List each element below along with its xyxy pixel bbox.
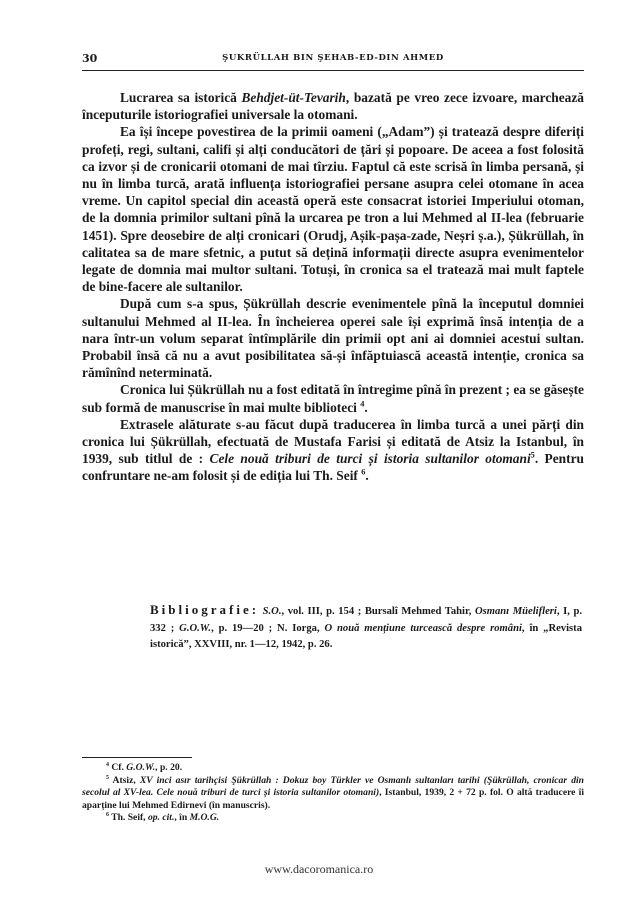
page-number: 30 (82, 52, 98, 65)
footnote-ref-5[interactable]: 5 (530, 450, 535, 460)
running-head: ŞUKRÜLLAH BIN ŞEHAB-ED-DIN AHMED (222, 53, 444, 63)
header-rule (82, 70, 584, 71)
footnote-6: $^6$ Th. Seif, op. cit., în M.O.G. (106, 812, 220, 824)
bibliography: Bibliografie: S.O., vol. III, p. 154 ; Bursalî Mehmed Tahir, Osmanı Müelifleri, I, p. 332 ; G.O.W., p. 19—20 ; N. Iorga, O nouă mențiune turcească despre români, în „Revista istorică”, XXVIII, nr. 1—12, 1942, p. 26. (150, 602, 582, 650)
edition-title: Cele nouă triburi de turci și istoria sultanilor otomani (209, 451, 531, 467)
footnote-ref-6[interactable]: 6 (361, 468, 366, 477)
footnote-5: $^5$ Atsiz, XV inci asır tarihçisi Şükrüllah : Dokuz boy Türkler ve Osmanlı sultanları tarihi (Şükrüllah, cronicar din secolul al XV-lea. Cele nouă triburi de turci și istoria sultanilor otomani), Istanbul, 1939, 2 + 72 p. fol. O altă traducere îi aparține lui Mehmed Edirnevi (în manuscris). (82, 774, 584, 811)
footnote-4: $^4$ Cf. G.O.W., p. 20. (106, 761, 183, 773)
paragraph-4: Cronica lui Șükrüllah nu a fost editată în întregime pînă în prezent ; ea se găsește sub formă de manuscrise în mai multe biblioteci $^4$. (82, 382, 584, 415)
footnote-ref-4[interactable]: 4 (360, 399, 365, 409)
paragraph-5: Extrasele alăturate s-au făcut după traducerea în limba turcă a unei părți din cronica lui Șükrüllah, efectuată de Mustafa Farisi și editată de Atsiz la Istanbul, în 1939, sub titlul de : Cele nouă triburi de turci și istoria sultanilor otomani$^5$. Pentru confruntare ne-am folosit și de ediția lui Th. Seif $^6$. (82, 416, 584, 484)
main-text (82, 89, 584, 485)
paragraph-2: Ea își începe povestirea de la primii oameni („Adam”) și tratează despre diferiți profeți, regi, sultani, califi și alți conducători de țări și popoare. De aceea a fost folosită ca izvor și de cronicarii otomani de mai tîrziu. Faptul că este scrisă în limba persană, și nu în limba turcă, arată influența istoriografiei persane asupra celei otomane în acea vreme. Un capitol special din această operă este consacrat istoriei Imperiului otoman, de la domnia primilor sultani pînă la urcarea pe tron a lui Mehmed al II-lea (februarie 1451). Spre deosebire de alți cronicari (Orudj, Așik-pașa-zade, Neșri ș.a.), Șükrüllah, în calitatea sa de mare sfetnic, a putut să dețină informații directe asupra evenimentelor legate de domnia mai multor sultani. Totuși, în cronica sa el tratează mai mult faptele de bine-facere ale sultanilor. (82, 124, 584, 295)
paragraph-3: După cum s-a spus, Șükrüllah descrie evenimentele pînă la începutul domniei sultanului Mehmed al II-lea. În încheierea operei sale își exprimă însă intenția de a nara într-un volum separat întîmplările din primii opt ani ai domniei acestui sultan. Probabil însă că nu a avut posibilitatea să-și înfăptuiască această intenție, cronica sa rămînînd neterminată. (82, 296, 584, 381)
paragraph-1: Lucrarea sa istorică Behdjet-üt-Tevarih, bazată pe vreo zece izvoare, marchează începuturile istoriografiei universale la otomani. (82, 90, 585, 123)
bibliography-label: Bibliografie: (150, 602, 260, 617)
page-header (82, 52, 584, 68)
work-title: Behdjet-üt-Tevarih (241, 90, 346, 105)
footnotes (82, 762, 584, 825)
footer-url[interactable]: www.dacoromanica.ro (264, 862, 374, 876)
footnote-rule (82, 757, 192, 758)
